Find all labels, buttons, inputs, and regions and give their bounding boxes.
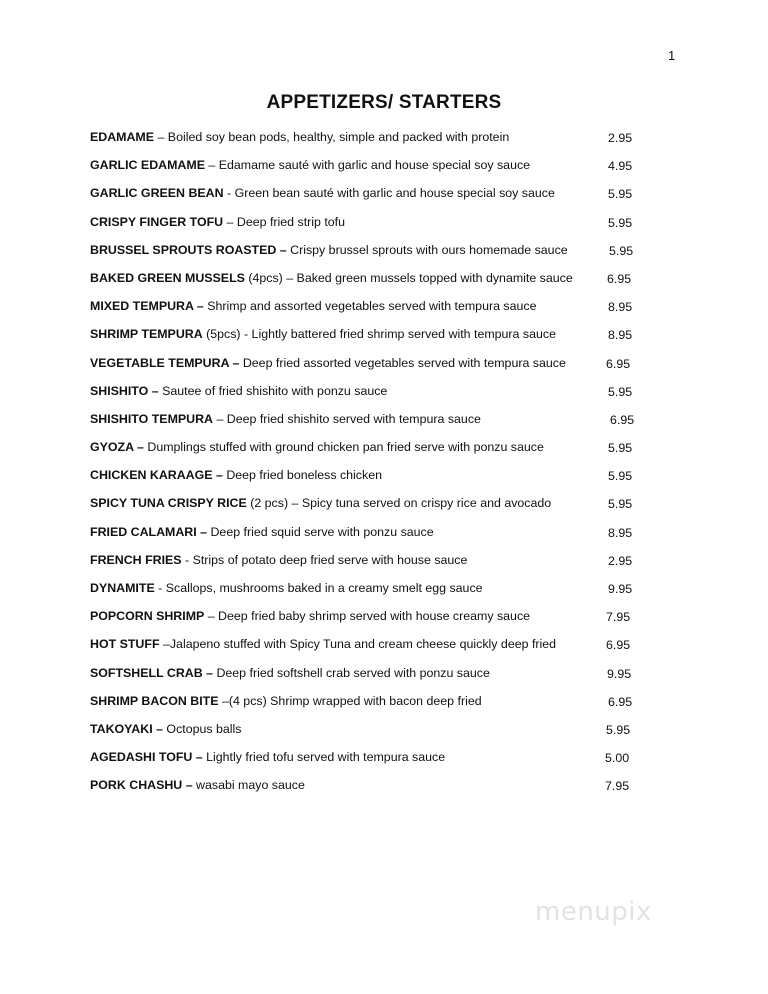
item-name: SPICY TUNA CRISPY RICE [90, 496, 247, 511]
item-description: – Edamame sauté with garlic and house special soy sauce [204, 158, 531, 173]
menu-item [90, 693, 650, 721]
menu-item [90, 467, 650, 495]
item-description: Sautee of fried shishito with ponzu sauce [158, 383, 388, 398]
menu-item [90, 355, 650, 383]
item-price: 7.95 [606, 610, 631, 625]
menu-item [90, 298, 650, 326]
item-price: 5.95 [608, 187, 633, 202]
item-price: 2.95 [608, 131, 633, 145]
menu-item [90, 749, 650, 777]
menu-item [90, 214, 650, 242]
item-description: (5pcs) - Lightly battered fried shrimp served with tempura sauce [202, 327, 556, 342]
item-description: - Green bean sauté with garlic and house special soy sauce [223, 186, 555, 201]
item-name: EDAMAME [90, 130, 155, 144]
item-name: SHISHITO – [90, 383, 159, 398]
item-price: 5.95 [606, 722, 631, 737]
item-description: - Strips of potato deep fried serve with house sauce [181, 552, 468, 567]
menu-list [90, 129, 650, 806]
item-description: – Deep fried baby shrimp served with house creamy sauce [204, 609, 531, 624]
item-description: Deep fried assorted vegetables served with tempura sauce [239, 355, 566, 370]
item-name: FRENCH FRIES [90, 552, 182, 567]
item-price: 8.95 [608, 300, 633, 315]
item-description: Deep fried softshell crab served with ponzu sauce [213, 665, 490, 680]
item-price: 2.95 [608, 553, 633, 568]
item-description: (4pcs) – Baked green mussels topped with dynamite sauce [244, 270, 573, 285]
menu-item [90, 383, 650, 411]
page-number: 1 [668, 48, 676, 63]
menu-item [90, 636, 650, 664]
menu-item [90, 580, 650, 608]
menu-item [90, 157, 650, 185]
item-name: SOFTSHELL CRAB – [90, 665, 213, 680]
menu-item [90, 270, 650, 298]
item-name: BAKED GREEN MUSSELS [90, 270, 245, 285]
menu-item [90, 524, 650, 552]
menu-item [90, 439, 650, 467]
item-description: Deep fried boneless chicken [222, 468, 382, 483]
item-name: FRIED CALAMARI – [90, 524, 208, 539]
menu-item [90, 721, 650, 749]
menu-item [90, 777, 650, 805]
item-name: SHISHITO TEMPURA [90, 411, 213, 426]
item-price: 6.95 [610, 412, 635, 427]
item-price: 8.95 [608, 328, 633, 343]
item-description: (2 pcs) – Spicy tuna served on crispy rice and avocado [246, 496, 552, 511]
item-price: 6.95 [606, 356, 631, 371]
menu-item [90, 411, 650, 439]
item-description: Dumplings stuffed with ground chicken pan fried serve with ponzu sauce [143, 440, 544, 455]
item-description: –(4 pcs) Shrimp wrapped with bacon deep fried [218, 693, 482, 708]
menu-item [90, 665, 650, 693]
watermark-logo: menupix [535, 897, 652, 927]
item-price: 5.95 [608, 469, 633, 484]
item-description: Deep fried squid serve with ponzu sauce [207, 524, 434, 539]
item-description: Shrimp and assorted vegetables served with tempura sauce [203, 299, 537, 314]
item-name: POPCORN SHRIMP [90, 609, 205, 624]
item-name: AGEDASHI TOFU – [90, 750, 203, 765]
item-price: 5.95 [608, 497, 633, 512]
item-name: CHICKEN KARAAGE – [90, 468, 223, 483]
item-price: 6.95 [608, 694, 633, 709]
item-name: VEGETABLE TEMPURA – [90, 355, 240, 370]
item-description: – Deep fried strip tofu [223, 214, 346, 229]
menu-item [90, 326, 650, 354]
item-description: Lightly fried tofu served with tempura sauce [202, 750, 446, 765]
item-description: –Jalapeno stuffed with Spicy Tuna and cream cheese quickly deep fried [159, 637, 557, 652]
item-price: 6.95 [606, 638, 631, 653]
item-name: DYNAMITE [90, 581, 155, 595]
item-name: GYOZA – [90, 440, 144, 455]
item-name: SHRIMP BACON BITE [90, 693, 219, 708]
item-name: CRISPY FINGER TOFU [90, 214, 224, 229]
item-description: - Scallops, mushrooms baked in a creamy smelt egg sauce [154, 581, 483, 595]
item-name: GARLIC GREEN BEAN [90, 186, 224, 201]
item-name: BRUSSEL SPROUTS ROASTED – [90, 242, 287, 257]
item-description: Crispy brussel sprouts with ours homemade sauce [286, 242, 568, 257]
item-price: 5.95 [608, 441, 633, 456]
item-name: PORK CHASHU – [90, 778, 193, 793]
item-price: 5.00 [605, 751, 630, 766]
item-price: 5.95 [609, 243, 634, 258]
item-price: 9.95 [607, 666, 632, 681]
item-price: 7.95 [605, 779, 630, 794]
item-price: 5.95 [608, 215, 633, 230]
item-name: HOT STUFF [90, 637, 160, 652]
item-description: – Deep fried shishito served with tempura sauce [213, 411, 481, 426]
menu-item [90, 242, 650, 270]
menu-item [90, 129, 650, 157]
item-price: 4.95 [608, 159, 633, 174]
item-price: 8.95 [608, 525, 633, 540]
item-price: 9.95 [608, 582, 633, 596]
item-name: MIXED TEMPURA – [90, 299, 204, 314]
menu-item [90, 495, 650, 523]
page-title: APPETIZERS/ STARTERS [266, 92, 502, 113]
item-name: SHRIMP TEMPURA [90, 327, 203, 342]
item-name: TAKOYAKI – [90, 721, 163, 736]
item-name: GARLIC EDAMAME [90, 158, 205, 173]
menu-item [90, 185, 650, 213]
item-price: 5.95 [608, 384, 633, 399]
item-price: 6.95 [607, 271, 632, 286]
item-description: – Boiled soy bean pods, healthy, simple and packed with protein [154, 130, 510, 144]
menu-item [90, 552, 650, 580]
item-description: Octopus balls [162, 721, 242, 736]
menu-item [90, 608, 650, 636]
item-description: wasabi mayo sauce [192, 778, 305, 793]
